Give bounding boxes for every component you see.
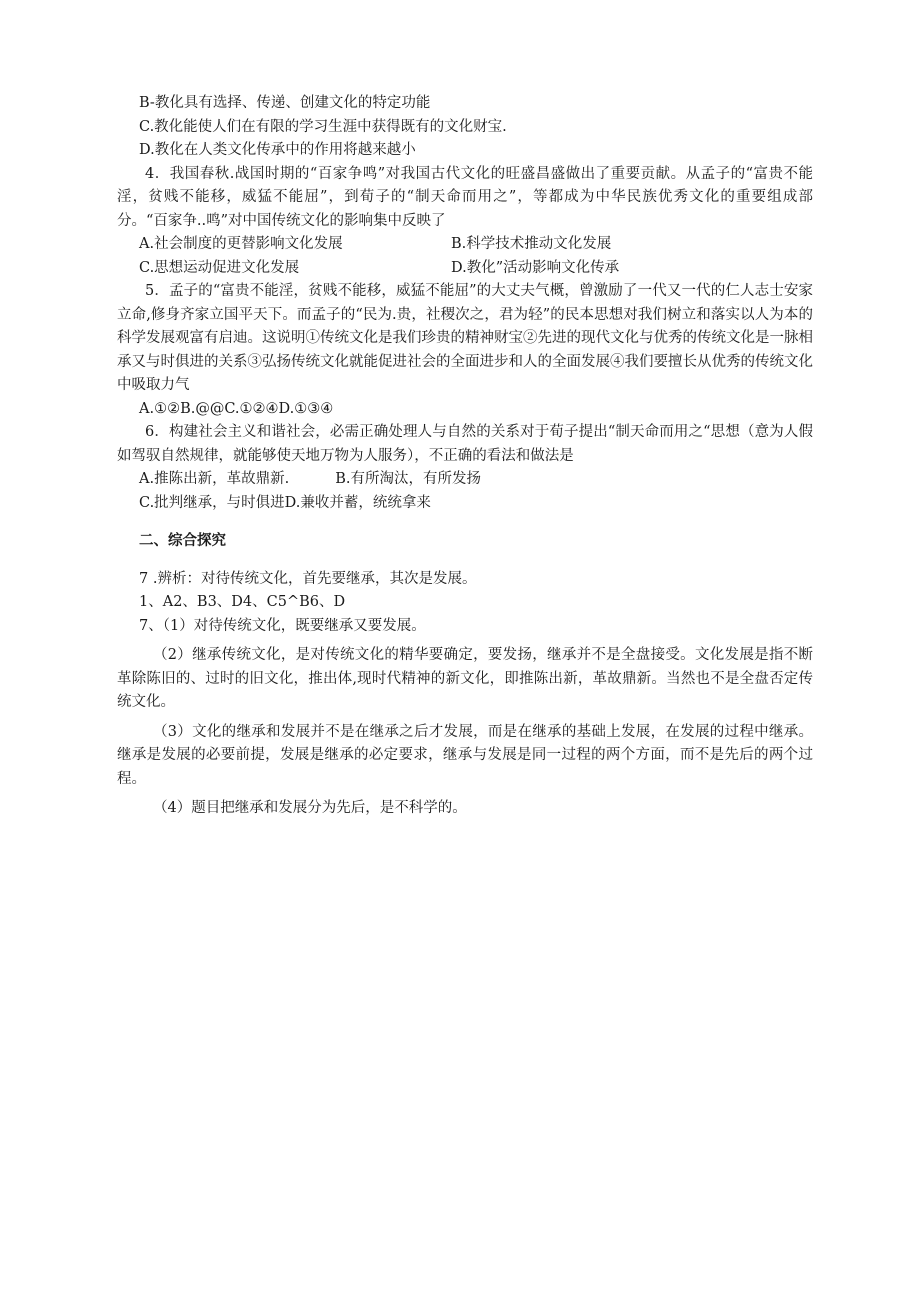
answer-7-part-4: （4）题目把继承和发展分为先后，是不科学的。 [153,800,467,816]
q4-option-b: B.科学技术推动文化发展 [451,236,612,252]
document-body [117,92,813,821]
q6-stem: 6．构建社会主义和谐社会，必需正确处理人与自然的关系对于荀子提出“制天命而用之“思想（意为人假如驾驭自然规律，就能够使天地万物为人服务），不正确的看法和做法是 [117,424,813,464]
answer-key: 1、A2、B3、D4、C5^B6、D [139,594,346,610]
q5-options: A.①②B.@@C.①②④D.①③④ [139,400,334,417]
q3-option-c: C.教化能使人们在有限的学习生涯中获得既有的文化财宝. [139,118,507,135]
q4-options-row-2 [117,257,813,281]
q3-option-d: D.教化在人类文化传承中的作用将越来越小 [139,142,416,158]
section-heading: 二、综合探究 [139,532,226,549]
q6-options-cd: C.批判继承，与时俱进D.兼收并蓄，统统拿来 [139,494,431,511]
q3-option-b: B-教化具有选择、传递、创建文化的特定功能 [139,95,431,111]
answer-7-part-1: 7、（1）对待传统文化，既要继承又要发展。 [139,617,426,634]
q7-stem: 7 .辨析：对待传统文化，首先要继承，其次是发展。 [139,570,477,587]
q4-options-row-1 [117,233,813,257]
answer-7-part-2: （2）继承传统文化，是对传统文化的精华要确定，要发扬，继承并不是全盘接受。文化发展是指不断革除陈旧的、过时的旧文化，推出体,现时代精神的新文化，即推陈出新，革故鼎新。当然也不是全盘否定传统文化。 [117,647,813,710]
answer-7-part-3: （3）文化的继承和发展并不是在继承之后才发展，而是在继承的基础上发展，在发展的过程中继承。继承是发展的必要前提，发展是继承的必定要求，继承与发展是同一过程的两个方面，而不是先后的两个过程。 [117,723,813,787]
q4-option-c: C.思想运动促进文化发展 [139,259,300,276]
q6-options-ab: A.推陈出新，革故鼎新. B.有所淘汰，有所发扬 [139,471,482,487]
q4-stem: 4．我国春秋.战国时期的“百家争鸣”对我国古代文化的旺盛昌盛做出了重要贡献。从孟子的“富贵不能淫，贫贱不能移，威猛不能屈”，到荀子的“制天命而用之”，等都成为中华民族优秀文化的重要组成部分。“百家争..鸣”对中国传统文化的影响集中反映了 [117,165,813,229]
q5-stem: 5．孟子的“富贵不能淫，贫贱不能移，威猛不能屈”的大丈夫气概，曾激励了一代又一代的仁人志士安家立命,修身齐家立国平天下。而孟子的“民为.贵，社稷次之，君为轻”的民本思想对我们树立和落实以人为本的科学发展观富有启迪。这说明①传统文化是我们珍贵的精神财宝②先进的现代文化与优秀的传统文化是一脉相承又与时俱进的关系③弘扬传统文化就能促进社会的全面进步和人的全面发展④我们要擅长从优秀的传统文化中吸取力气 [117,283,813,393]
q4-option-a: A.社会制度的更替影响文化发展 [139,236,343,252]
q4-option-d: D.教化”活动影响文化传承 [451,259,620,276]
